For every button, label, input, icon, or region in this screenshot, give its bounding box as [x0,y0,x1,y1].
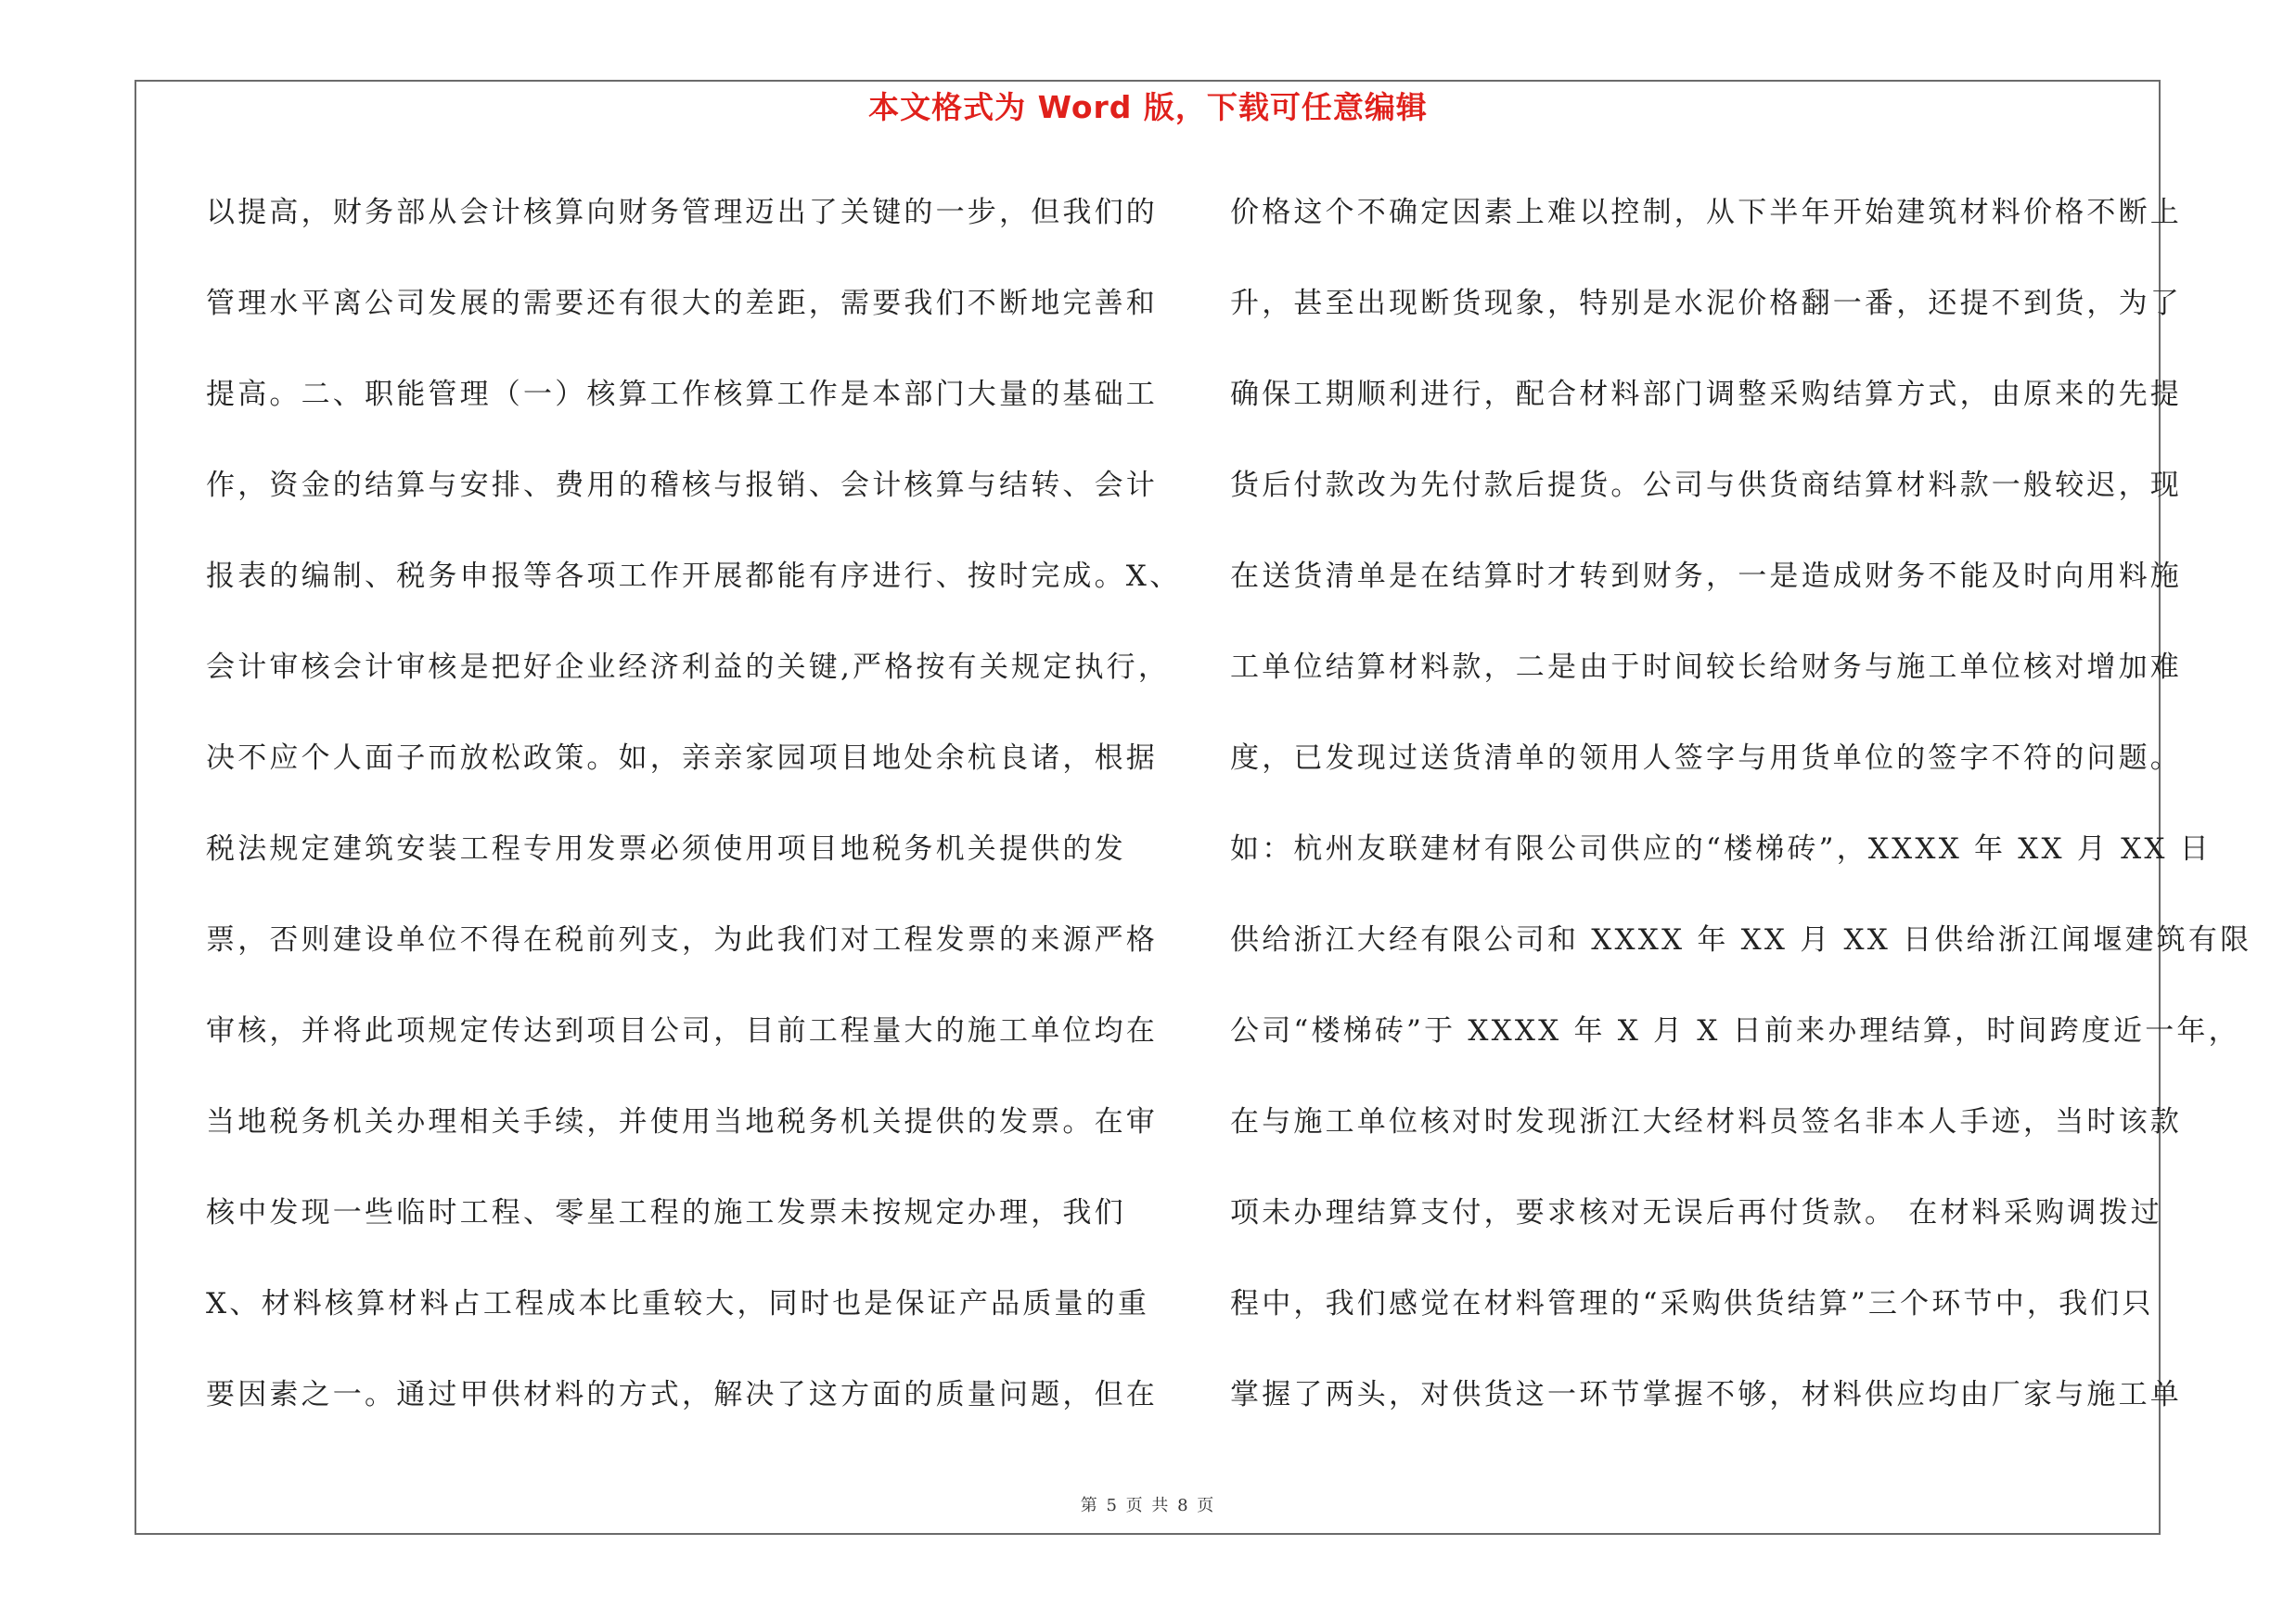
text-line: 如：杭州友联建材有限公司供应的“楼梯砖”，XXXX 年 XX 月 XX 日 [1230,832,2212,866]
text-line: 要因素之一。通过甲供材料的方式，解决了这方面的质量问题，但在 [206,1378,1158,1411]
text-line: X、材料核算材料占工程成本比重较大，同时也是保证产品质量的重 [206,1287,1150,1320]
text-line: 核中发现一些临时工程、零星工程的施工发票未按规定办理，我们 [206,1196,1126,1230]
text-line: 供给浙江大经有限公司和 XXXX 年 XX 月 XX 日供给浙江闻堰建筑有限 [1230,923,2252,957]
text-line: 当地税务机关办理相关手续，并使用当地税务机关提供的发票。在审 [206,1105,1158,1139]
text-line: 决不应个人面子而放松政策。如，亲亲家园项目地处余杭良诸，根据 [206,741,1158,775]
text-line: 在与施工单位核对时发现浙江大经材料员签名非本人手迹，当时该款 [1230,1105,2182,1139]
text-line: 项未办理结算支付，要求核对无误后再付货款。 在材料采购调拨过 [1230,1196,2162,1230]
text-line: 在送货清单是在结算时才转到财务，一是造成财务不能及时向用料施 [1230,560,2182,593]
text-line: 工单位结算材料款，二是由于时间较长给财务与施工单位核对增加难 [1230,650,2182,684]
text-line: 货后付款改为先付款后提货。公司与供货商结算材料款一般较迟，现 [1230,469,2182,502]
page-number-footer: 第 5 页 共 8 页 [1080,1496,1216,1515]
text-line: 掌握了两头，对供货这一环节掌握不够，材料供应均由厂家与施工单 [1230,1378,2182,1411]
text-line: 价格这个不确定因素上难以控制，从下半年开始建筑材料价格不断上 [1230,196,2182,229]
text-line: 管理水平离公司发展的需要还有很大的差距，需要我们不断地完善和 [206,287,1158,320]
text-line: 程中，我们感觉在材料管理的“采购供货结算”三个环节中，我们只 [1230,1287,2154,1320]
text-line: 以提高，财务部从会计核算向财务管理迈出了关键的一步，但我们的 [206,196,1158,229]
text-line: 审核，并将此项规定传达到项目公司，目前工程量大的施工单位均在 [206,1014,1158,1048]
text-line: 公司“楼梯砖”于 XXXX 年 X 月 X 日前来办理结算，时间跨度近一年， [1230,1014,2240,1048]
text-line: 票，否则建设单位不得在税前列支，为此我们对工程发票的来源严格 [206,923,1158,957]
right-text-column [1230,186,2252,1459]
text-line: 税法规定建筑安装工程专用发票必须使用项目地税务机关提供的发 [206,832,1126,866]
text-line: 确保工期顺利进行，配合材料部门调整采购结算方式，由原来的先提 [1230,378,2182,411]
text-line: 报表的编制、税务申报等各项工作开展都能有序进行、按时完成。X、 [206,560,1182,593]
text-line: 度，已发现过送货清单的领用人签字与用货单位的签字不符的问题。 [1230,741,2182,775]
left-text-column [206,186,1182,1459]
text-line: 提高。二、职能管理（一）核算工作核算工作是本部门大量的基础工 [206,378,1158,411]
text-line: 会计审核会计审核是把好企业经济利益的关键,严格按有关规定执行， [206,650,1171,684]
text-line: 作，资金的结算与安排、费用的稽核与报销、会计核算与结转、会计 [206,469,1158,502]
format-notice-banner: 本文格式为 Word 版，下载可任意编辑 [868,89,1428,125]
text-line: 升，甚至出现断货现象，特别是水泥价格翻一番，还提不到货，为了 [1230,287,2182,320]
